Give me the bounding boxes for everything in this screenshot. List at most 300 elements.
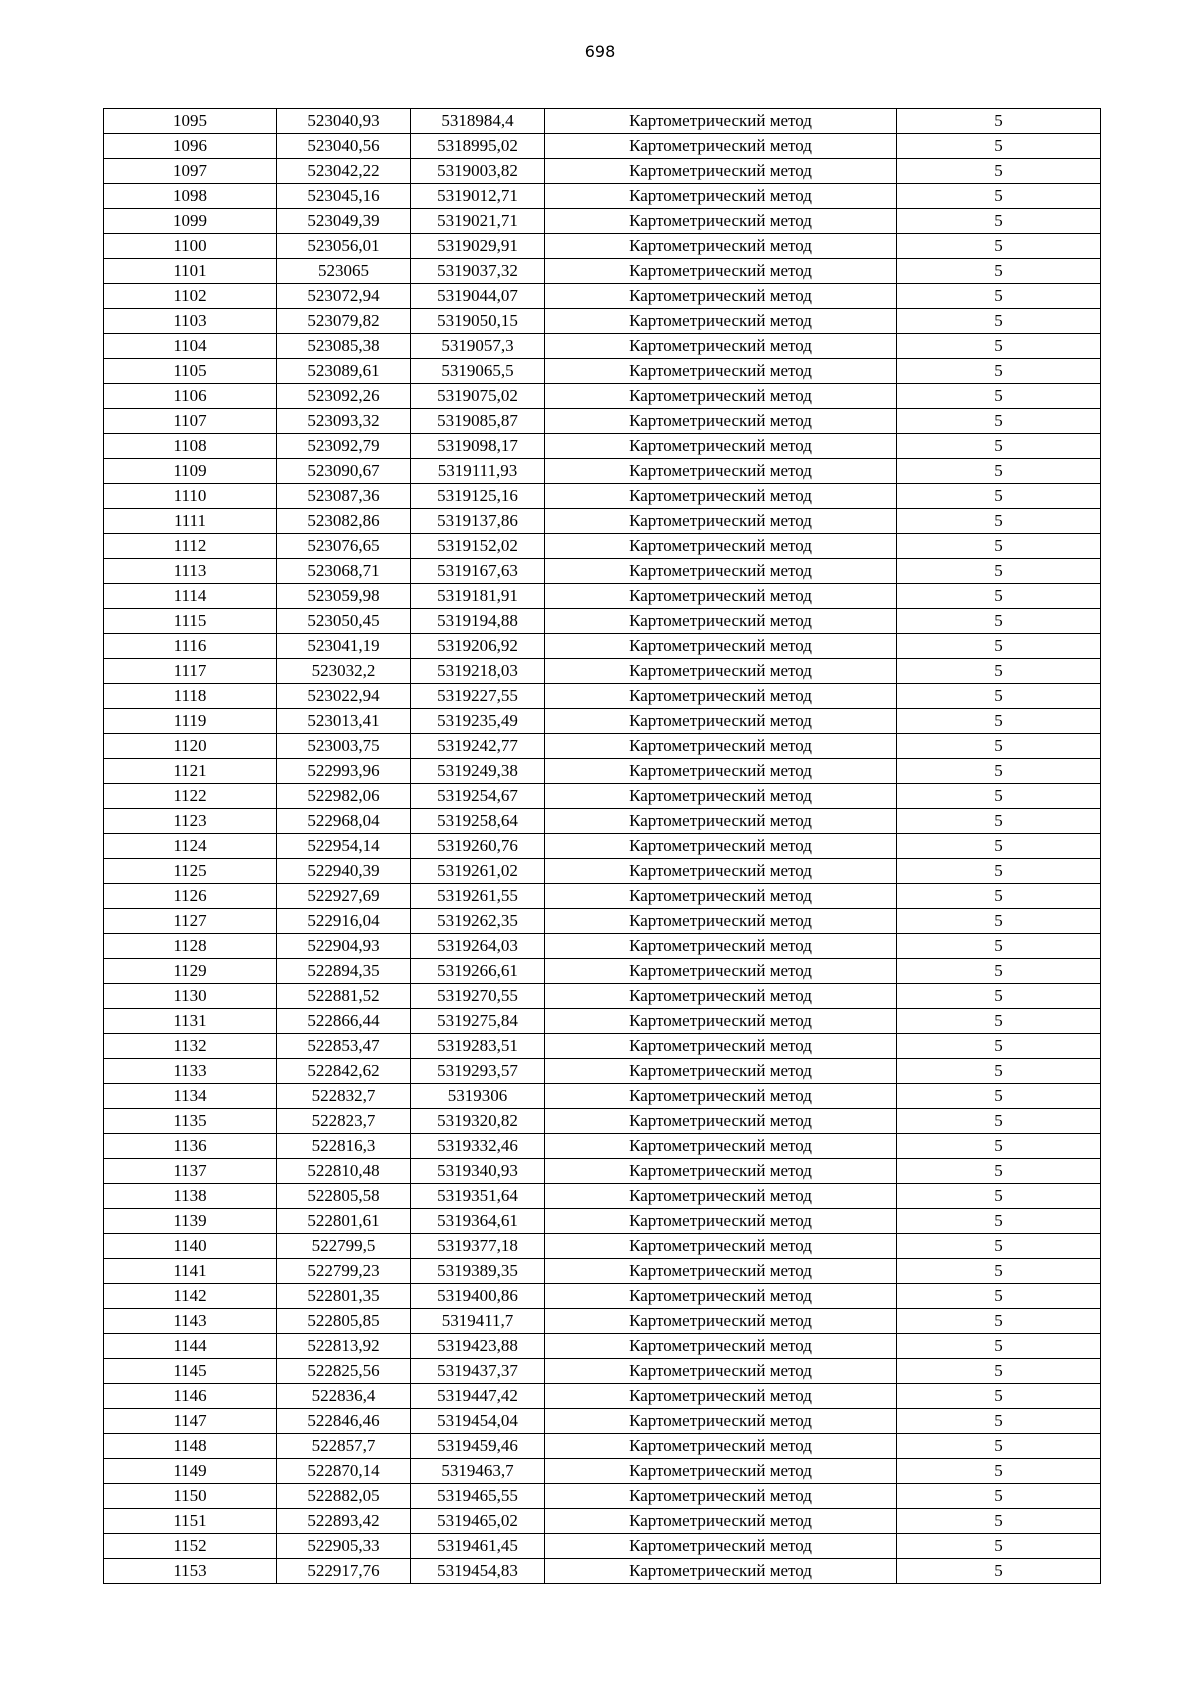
accuracy-cell: 5 <box>897 1284 1101 1309</box>
accuracy-cell: 5 <box>897 159 1101 184</box>
accuracy-cell: 5 <box>897 959 1101 984</box>
table-row <box>104 884 1101 909</box>
x-coordinate-cell: 522982,06 <box>277 784 411 809</box>
accuracy-cell: 5 <box>897 109 1101 134</box>
point-number-cell: 1113 <box>104 559 277 584</box>
accuracy-cell: 5 <box>897 1159 1101 1184</box>
method-cell: Картометрический метод <box>545 1059 897 1084</box>
accuracy-cell: 5 <box>897 1484 1101 1509</box>
accuracy-cell: 5 <box>897 1459 1101 1484</box>
point-number-cell: 1110 <box>104 484 277 509</box>
y-coordinate-cell: 5319075,02 <box>411 384 545 409</box>
point-number-cell: 1109 <box>104 459 277 484</box>
method-cell: Картометрический метод <box>545 1459 897 1484</box>
point-number-cell: 1101 <box>104 259 277 284</box>
y-coordinate-cell: 5319125,16 <box>411 484 545 509</box>
method-cell: Картометрический метод <box>545 409 897 434</box>
x-coordinate-cell: 522832,7 <box>277 1084 411 1109</box>
accuracy-cell: 5 <box>897 684 1101 709</box>
x-coordinate-cell: 523059,98 <box>277 584 411 609</box>
method-cell: Картометрический метод <box>545 384 897 409</box>
x-coordinate-cell: 522940,39 <box>277 859 411 884</box>
accuracy-cell: 5 <box>897 934 1101 959</box>
point-number-cell: 1148 <box>104 1434 277 1459</box>
accuracy-cell: 5 <box>897 1409 1101 1434</box>
accuracy-cell: 5 <box>897 384 1101 409</box>
y-coordinate-cell: 5319447,42 <box>411 1384 545 1409</box>
point-number-cell: 1152 <box>104 1534 277 1559</box>
accuracy-cell: 5 <box>897 559 1101 584</box>
point-number-cell: 1108 <box>104 434 277 459</box>
accuracy-cell: 5 <box>897 1059 1101 1084</box>
point-number-cell: 1137 <box>104 1159 277 1184</box>
method-cell: Картометрический метод <box>545 634 897 659</box>
coordinates-table <box>103 108 1101 1584</box>
y-coordinate-cell: 5319461,45 <box>411 1534 545 1559</box>
point-number-cell: 1150 <box>104 1484 277 1509</box>
method-cell: Картометрический метод <box>545 1184 897 1209</box>
accuracy-cell: 5 <box>897 1234 1101 1259</box>
point-number-cell: 1116 <box>104 634 277 659</box>
method-cell: Картометрический метод <box>545 1109 897 1134</box>
table-row <box>104 234 1101 259</box>
table-row <box>104 1384 1101 1409</box>
point-number-cell: 1111 <box>104 509 277 534</box>
point-number-cell: 1119 <box>104 709 277 734</box>
method-cell: Картометрический метод <box>545 1234 897 1259</box>
table-row <box>104 1134 1101 1159</box>
point-number-cell: 1102 <box>104 284 277 309</box>
x-coordinate-cell: 522813,92 <box>277 1334 411 1359</box>
method-cell: Картометрический метод <box>545 859 897 884</box>
method-cell: Картометрический метод <box>545 1509 897 1534</box>
accuracy-cell: 5 <box>897 334 1101 359</box>
table-row <box>104 1359 1101 1384</box>
table-row <box>104 684 1101 709</box>
table-row <box>104 1434 1101 1459</box>
point-number-cell: 1103 <box>104 309 277 334</box>
point-number-cell: 1104 <box>104 334 277 359</box>
y-coordinate-cell: 5319400,86 <box>411 1284 545 1309</box>
x-coordinate-cell: 522810,48 <box>277 1159 411 1184</box>
accuracy-cell: 5 <box>897 1134 1101 1159</box>
method-cell: Картометрический метод <box>545 1334 897 1359</box>
accuracy-cell: 5 <box>897 459 1101 484</box>
y-coordinate-cell: 5319293,57 <box>411 1059 545 1084</box>
table-row <box>104 1059 1101 1084</box>
x-coordinate-cell: 522846,46 <box>277 1409 411 1434</box>
x-coordinate-cell: 523056,01 <box>277 234 411 259</box>
method-cell: Картометрический метод <box>545 784 897 809</box>
accuracy-cell: 5 <box>897 1359 1101 1384</box>
accuracy-cell: 5 <box>897 234 1101 259</box>
table-row <box>104 1234 1101 1259</box>
method-cell: Картометрический метод <box>545 1384 897 1409</box>
accuracy-cell: 5 <box>897 634 1101 659</box>
point-number-cell: 1133 <box>104 1059 277 1084</box>
accuracy-cell: 5 <box>897 409 1101 434</box>
table-row <box>104 834 1101 859</box>
table-row <box>104 584 1101 609</box>
accuracy-cell: 5 <box>897 209 1101 234</box>
table-row <box>104 809 1101 834</box>
x-coordinate-cell: 522805,58 <box>277 1184 411 1209</box>
point-number-cell: 1146 <box>104 1384 277 1409</box>
y-coordinate-cell: 5319465,02 <box>411 1509 545 1534</box>
table-row <box>104 359 1101 384</box>
y-coordinate-cell: 5319194,88 <box>411 609 545 634</box>
y-coordinate-cell: 5319320,82 <box>411 1109 545 1134</box>
method-cell: Картометрический метод <box>545 259 897 284</box>
x-coordinate-cell: 522904,93 <box>277 934 411 959</box>
point-number-cell: 1122 <box>104 784 277 809</box>
point-number-cell: 1099 <box>104 209 277 234</box>
point-number-cell: 1153 <box>104 1559 277 1584</box>
point-number-cell: 1128 <box>104 934 277 959</box>
accuracy-cell: 5 <box>897 1434 1101 1459</box>
x-coordinate-cell: 522968,04 <box>277 809 411 834</box>
point-number-cell: 1097 <box>104 159 277 184</box>
method-cell: Картометрический метод <box>545 1259 897 1284</box>
y-coordinate-cell: 5319029,91 <box>411 234 545 259</box>
y-coordinate-cell: 5319266,61 <box>411 959 545 984</box>
table-row <box>104 409 1101 434</box>
x-coordinate-cell: 523092,26 <box>277 384 411 409</box>
table-row <box>104 1034 1101 1059</box>
table-row <box>104 209 1101 234</box>
y-coordinate-cell: 5318984,4 <box>411 109 545 134</box>
y-coordinate-cell: 5319351,64 <box>411 1184 545 1209</box>
method-cell: Картометрический метод <box>545 584 897 609</box>
point-number-cell: 1131 <box>104 1009 277 1034</box>
coordinates-table-body <box>104 109 1101 1584</box>
x-coordinate-cell: 522816,3 <box>277 1134 411 1159</box>
y-coordinate-cell: 5319235,49 <box>411 709 545 734</box>
accuracy-cell: 5 <box>897 134 1101 159</box>
point-number-cell: 1118 <box>104 684 277 709</box>
x-coordinate-cell: 523050,45 <box>277 609 411 634</box>
y-coordinate-cell: 5319258,64 <box>411 809 545 834</box>
point-number-cell: 1114 <box>104 584 277 609</box>
y-coordinate-cell: 5319463,7 <box>411 1459 545 1484</box>
y-coordinate-cell: 5319465,55 <box>411 1484 545 1509</box>
method-cell: Картометрический метод <box>545 434 897 459</box>
method-cell: Картометрический метод <box>545 1009 897 1034</box>
x-coordinate-cell: 522825,56 <box>277 1359 411 1384</box>
accuracy-cell: 5 <box>897 509 1101 534</box>
table-row <box>104 309 1101 334</box>
accuracy-cell: 5 <box>897 359 1101 384</box>
accuracy-cell: 5 <box>897 759 1101 784</box>
x-coordinate-cell: 522836,4 <box>277 1384 411 1409</box>
x-coordinate-cell: 523041,19 <box>277 634 411 659</box>
method-cell: Картометрический метод <box>545 1359 897 1384</box>
table-row <box>104 1159 1101 1184</box>
x-coordinate-cell: 522954,14 <box>277 834 411 859</box>
x-coordinate-cell: 522916,04 <box>277 909 411 934</box>
y-coordinate-cell: 5319227,55 <box>411 684 545 709</box>
y-coordinate-cell: 5319085,87 <box>411 409 545 434</box>
method-cell: Картометрический метод <box>545 209 897 234</box>
method-cell: Картометрический метод <box>545 884 897 909</box>
table-row <box>104 1209 1101 1234</box>
accuracy-cell: 5 <box>897 1334 1101 1359</box>
accuracy-cell: 5 <box>897 284 1101 309</box>
x-coordinate-cell: 522866,44 <box>277 1009 411 1034</box>
table-row <box>104 1534 1101 1559</box>
table-row <box>104 1309 1101 1334</box>
accuracy-cell: 5 <box>897 584 1101 609</box>
method-cell: Картометрический метод <box>545 834 897 859</box>
method-cell: Картометрический метод <box>545 334 897 359</box>
y-coordinate-cell: 5319012,71 <box>411 184 545 209</box>
table-row <box>104 1334 1101 1359</box>
y-coordinate-cell: 5319111,93 <box>411 459 545 484</box>
method-cell: Картометрический метод <box>545 959 897 984</box>
table-row <box>104 1409 1101 1434</box>
accuracy-cell: 5 <box>897 1034 1101 1059</box>
accuracy-cell: 5 <box>897 884 1101 909</box>
x-coordinate-cell: 522905,33 <box>277 1534 411 1559</box>
table-row <box>104 1109 1101 1134</box>
x-coordinate-cell: 522893,42 <box>277 1509 411 1534</box>
table-row <box>104 1259 1101 1284</box>
table-row <box>104 134 1101 159</box>
method-cell: Картометрический метод <box>545 559 897 584</box>
method-cell: Картометрический метод <box>545 484 897 509</box>
method-cell: Картометрический метод <box>545 1084 897 1109</box>
x-coordinate-cell: 523072,94 <box>277 284 411 309</box>
accuracy-cell: 5 <box>897 609 1101 634</box>
table-row <box>104 109 1101 134</box>
table-row <box>104 859 1101 884</box>
point-number-cell: 1145 <box>104 1359 277 1384</box>
accuracy-cell: 5 <box>897 1559 1101 1584</box>
y-coordinate-cell: 5319389,35 <box>411 1259 545 1284</box>
y-coordinate-cell: 5319137,86 <box>411 509 545 534</box>
x-coordinate-cell: 523032,2 <box>277 659 411 684</box>
x-coordinate-cell: 522801,61 <box>277 1209 411 1234</box>
table-row <box>104 1009 1101 1034</box>
method-cell: Картометрический метод <box>545 159 897 184</box>
point-number-cell: 1126 <box>104 884 277 909</box>
point-number-cell: 1143 <box>104 1309 277 1334</box>
y-coordinate-cell: 5319037,32 <box>411 259 545 284</box>
y-coordinate-cell: 5319021,71 <box>411 209 545 234</box>
table-row <box>104 959 1101 984</box>
x-coordinate-cell: 523085,38 <box>277 334 411 359</box>
x-coordinate-cell: 522799,23 <box>277 1259 411 1284</box>
point-number-cell: 1141 <box>104 1259 277 1284</box>
x-coordinate-cell: 522927,69 <box>277 884 411 909</box>
accuracy-cell: 5 <box>897 659 1101 684</box>
method-cell: Картометрический метод <box>545 1434 897 1459</box>
table-row <box>104 434 1101 459</box>
point-number-cell: 1130 <box>104 984 277 1009</box>
y-coordinate-cell: 5319050,15 <box>411 309 545 334</box>
method-cell: Картометрический метод <box>545 234 897 259</box>
method-cell: Картометрический метод <box>545 984 897 1009</box>
point-number-cell: 1132 <box>104 1034 277 1059</box>
y-coordinate-cell: 5319218,03 <box>411 659 545 684</box>
y-coordinate-cell: 5319260,76 <box>411 834 545 859</box>
point-number-cell: 1127 <box>104 909 277 934</box>
x-coordinate-cell: 523022,94 <box>277 684 411 709</box>
y-coordinate-cell: 5319437,37 <box>411 1359 545 1384</box>
accuracy-cell: 5 <box>897 1534 1101 1559</box>
point-number-cell: 1095 <box>104 109 277 134</box>
accuracy-cell: 5 <box>897 984 1101 1009</box>
y-coordinate-cell: 5319264,03 <box>411 934 545 959</box>
x-coordinate-cell: 523049,39 <box>277 209 411 234</box>
table-row <box>104 609 1101 634</box>
accuracy-cell: 5 <box>897 834 1101 859</box>
y-coordinate-cell: 5319411,7 <box>411 1309 545 1334</box>
table-row <box>104 184 1101 209</box>
x-coordinate-cell: 523040,93 <box>277 109 411 134</box>
table-row <box>104 1459 1101 1484</box>
accuracy-cell: 5 <box>897 1509 1101 1534</box>
accuracy-cell: 5 <box>897 309 1101 334</box>
y-coordinate-cell: 5319423,88 <box>411 1334 545 1359</box>
method-cell: Картометрический метод <box>545 1284 897 1309</box>
accuracy-cell: 5 <box>897 434 1101 459</box>
y-coordinate-cell: 5319454,83 <box>411 1559 545 1584</box>
y-coordinate-cell: 5319283,51 <box>411 1034 545 1059</box>
point-number-cell: 1125 <box>104 859 277 884</box>
accuracy-cell: 5 <box>897 1009 1101 1034</box>
y-coordinate-cell: 5319306 <box>411 1084 545 1109</box>
accuracy-cell: 5 <box>897 734 1101 759</box>
accuracy-cell: 5 <box>897 859 1101 884</box>
accuracy-cell: 5 <box>897 809 1101 834</box>
x-coordinate-cell: 523076,65 <box>277 534 411 559</box>
table-row <box>104 1084 1101 1109</box>
accuracy-cell: 5 <box>897 1109 1101 1134</box>
table-row <box>104 459 1101 484</box>
table-row <box>104 1509 1101 1534</box>
x-coordinate-cell: 523045,16 <box>277 184 411 209</box>
method-cell: Картометрический метод <box>545 909 897 934</box>
point-number-cell: 1106 <box>104 384 277 409</box>
method-cell: Картометрический метод <box>545 734 897 759</box>
x-coordinate-cell: 523090,67 <box>277 459 411 484</box>
table-row <box>104 159 1101 184</box>
accuracy-cell: 5 <box>897 259 1101 284</box>
table-row <box>104 984 1101 1009</box>
x-coordinate-cell: 522917,76 <box>277 1559 411 1584</box>
x-coordinate-cell: 522801,35 <box>277 1284 411 1309</box>
accuracy-cell: 5 <box>897 1084 1101 1109</box>
point-number-cell: 1139 <box>104 1209 277 1234</box>
x-coordinate-cell: 523087,36 <box>277 484 411 509</box>
point-number-cell: 1149 <box>104 1459 277 1484</box>
x-coordinate-cell: 522857,7 <box>277 1434 411 1459</box>
point-number-cell: 1151 <box>104 1509 277 1534</box>
method-cell: Картометрический метод <box>545 509 897 534</box>
point-number-cell: 1136 <box>104 1134 277 1159</box>
y-coordinate-cell: 5319249,38 <box>411 759 545 784</box>
y-coordinate-cell: 5319377,18 <box>411 1234 545 1259</box>
accuracy-cell: 5 <box>897 484 1101 509</box>
method-cell: Картометрический метод <box>545 1134 897 1159</box>
method-cell: Картометрический метод <box>545 134 897 159</box>
table-row <box>104 534 1101 559</box>
point-number-cell: 1135 <box>104 1109 277 1134</box>
point-number-cell: 1147 <box>104 1409 277 1434</box>
method-cell: Картометрический метод <box>545 109 897 134</box>
accuracy-cell: 5 <box>897 784 1101 809</box>
y-coordinate-cell: 5319275,84 <box>411 1009 545 1034</box>
x-coordinate-cell: 522842,62 <box>277 1059 411 1084</box>
table-row <box>104 1184 1101 1209</box>
method-cell: Картометрический метод <box>545 534 897 559</box>
table-row <box>104 259 1101 284</box>
accuracy-cell: 5 <box>897 184 1101 209</box>
method-cell: Картометрический метод <box>545 1209 897 1234</box>
method-cell: Картометрический метод <box>545 1559 897 1584</box>
x-coordinate-cell: 522823,7 <box>277 1109 411 1134</box>
x-coordinate-cell: 523089,61 <box>277 359 411 384</box>
point-number-cell: 1142 <box>104 1284 277 1309</box>
y-coordinate-cell: 5319262,35 <box>411 909 545 934</box>
table-row <box>104 634 1101 659</box>
method-cell: Картометрический метод <box>545 709 897 734</box>
x-coordinate-cell: 522799,5 <box>277 1234 411 1259</box>
page-number: 698 <box>584 42 616 61</box>
y-coordinate-cell: 5319459,46 <box>411 1434 545 1459</box>
x-coordinate-cell: 523093,32 <box>277 409 411 434</box>
table-row <box>104 759 1101 784</box>
table-row <box>104 1559 1101 1584</box>
y-coordinate-cell: 5319364,61 <box>411 1209 545 1234</box>
accuracy-cell: 5 <box>897 1309 1101 1334</box>
method-cell: Картометрический метод <box>545 359 897 384</box>
table-row <box>104 934 1101 959</box>
x-coordinate-cell: 522894,35 <box>277 959 411 984</box>
x-coordinate-cell: 523003,75 <box>277 734 411 759</box>
x-coordinate-cell: 522870,14 <box>277 1459 411 1484</box>
y-coordinate-cell: 5319261,02 <box>411 859 545 884</box>
x-coordinate-cell: 522882,05 <box>277 1484 411 1509</box>
method-cell: Картометрический метод <box>545 809 897 834</box>
point-number-cell: 1120 <box>104 734 277 759</box>
point-number-cell: 1123 <box>104 809 277 834</box>
accuracy-cell: 5 <box>897 534 1101 559</box>
y-coordinate-cell: 5319332,46 <box>411 1134 545 1159</box>
y-coordinate-cell: 5319454,04 <box>411 1409 545 1434</box>
x-coordinate-cell: 523065 <box>277 259 411 284</box>
y-coordinate-cell: 5319098,17 <box>411 434 545 459</box>
method-cell: Картометрический метод <box>545 1534 897 1559</box>
x-coordinate-cell: 523082,86 <box>277 509 411 534</box>
table-row <box>104 484 1101 509</box>
y-coordinate-cell: 5319152,02 <box>411 534 545 559</box>
point-number-cell: 1121 <box>104 759 277 784</box>
x-coordinate-cell: 522805,85 <box>277 1309 411 1334</box>
x-coordinate-cell: 523079,82 <box>277 309 411 334</box>
point-number-cell: 1140 <box>104 1234 277 1259</box>
point-number-cell: 1144 <box>104 1334 277 1359</box>
point-number-cell: 1112 <box>104 534 277 559</box>
y-coordinate-cell: 5319340,93 <box>411 1159 545 1184</box>
y-coordinate-cell: 5318995,02 <box>411 134 545 159</box>
y-coordinate-cell: 5319065,5 <box>411 359 545 384</box>
table-row <box>104 509 1101 534</box>
table-row <box>104 784 1101 809</box>
point-number-cell: 1138 <box>104 1184 277 1209</box>
y-coordinate-cell: 5319057,3 <box>411 334 545 359</box>
